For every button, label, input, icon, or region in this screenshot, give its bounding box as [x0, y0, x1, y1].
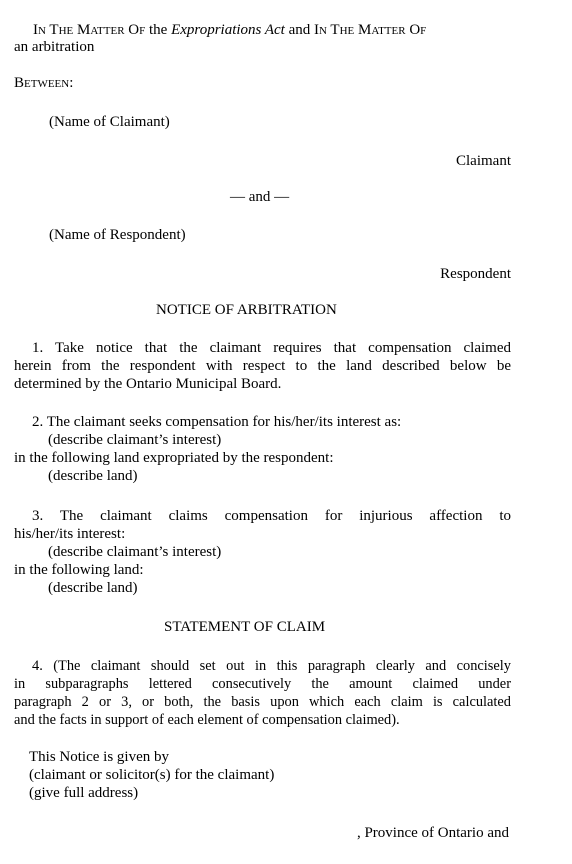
- act-title: Expropriations Act: [171, 22, 285, 38]
- and-separator: — and —: [230, 189, 290, 205]
- notice-given-line-3: (give full address): [29, 785, 139, 801]
- heading-line-2: an arbitration: [14, 39, 95, 55]
- heading-and: and: [288, 22, 311, 38]
- paragraph-3-line-1: 3. The claimant claims compensation for injurious affection to: [32, 508, 511, 524]
- paragraph-3-line-3: (describe claimant’s interest): [48, 544, 222, 560]
- paragraph-4: [14, 657, 511, 729]
- respondent-name: (Name of Respondent): [49, 227, 186, 243]
- paragraph-1-line-2: herein from the respondent with respect to the land described below be: [14, 358, 511, 374]
- paragraph-2-line-1: 2. The claimant seeks compensation for his/her/its interest as:: [32, 414, 402, 430]
- paragraph-2: [14, 413, 401, 485]
- paragraph-4-line-1: 4. (The claimant should set out in this paragraph clearly and concisely: [32, 658, 511, 674]
- in-the-matter-of-2: In The Matter Of: [314, 22, 427, 38]
- province-line: , Province of Ontario and: [356, 825, 509, 841]
- paragraph-2-line-2: (describe claimant’s interest): [48, 432, 222, 448]
- notice-given-line-1: This Notice is given by: [29, 749, 169, 765]
- paragraph-2-line-4: (describe land): [48, 468, 138, 484]
- claimant-role: Claimant: [456, 153, 511, 169]
- paragraph-3-line-2: his/her/its interest:: [14, 526, 126, 542]
- paragraph-3-line-5: (describe land): [48, 580, 138, 596]
- paragraph-4-line-3: paragraph 2 or 3, or both, the basis upon which each claim is calculated: [14, 694, 511, 710]
- paragraph-1-line-1: 1. Take notice that the claimant requires that compensation claimed: [32, 340, 511, 356]
- paragraph-1-line-3: determined by the Ontario Municipal Board.: [14, 376, 282, 392]
- heading-the: the: [149, 22, 168, 38]
- statement-title: STATEMENT OF CLAIM: [164, 619, 326, 635]
- notice-given-line-2: (claimant or solicitor(s) for the claimant): [29, 767, 275, 783]
- notice-title: NOTICE OF ARBITRATION: [156, 302, 337, 318]
- paragraph-4-line-4: and the facts in support of each element of compensation claimed).: [14, 712, 400, 728]
- notice-given: [29, 748, 274, 802]
- between-label: Between:: [14, 75, 74, 91]
- paragraph-3-line-4: in the following land:: [14, 562, 144, 578]
- paragraph-2-line-3: in the following land expropriated by the respondent:: [14, 450, 334, 466]
- in-the-matter-of-1: In The Matter Of: [33, 22, 146, 38]
- paragraph-1: [14, 339, 511, 393]
- paragraph-3: [14, 507, 511, 597]
- paragraph-4-line-2: in subparagraphs lettered consecutively the amount claimed under: [14, 676, 511, 692]
- heading-line-1: [33, 21, 426, 39]
- claimant-name: (Name of Claimant): [49, 114, 170, 130]
- respondent-role: Respondent: [440, 266, 511, 282]
